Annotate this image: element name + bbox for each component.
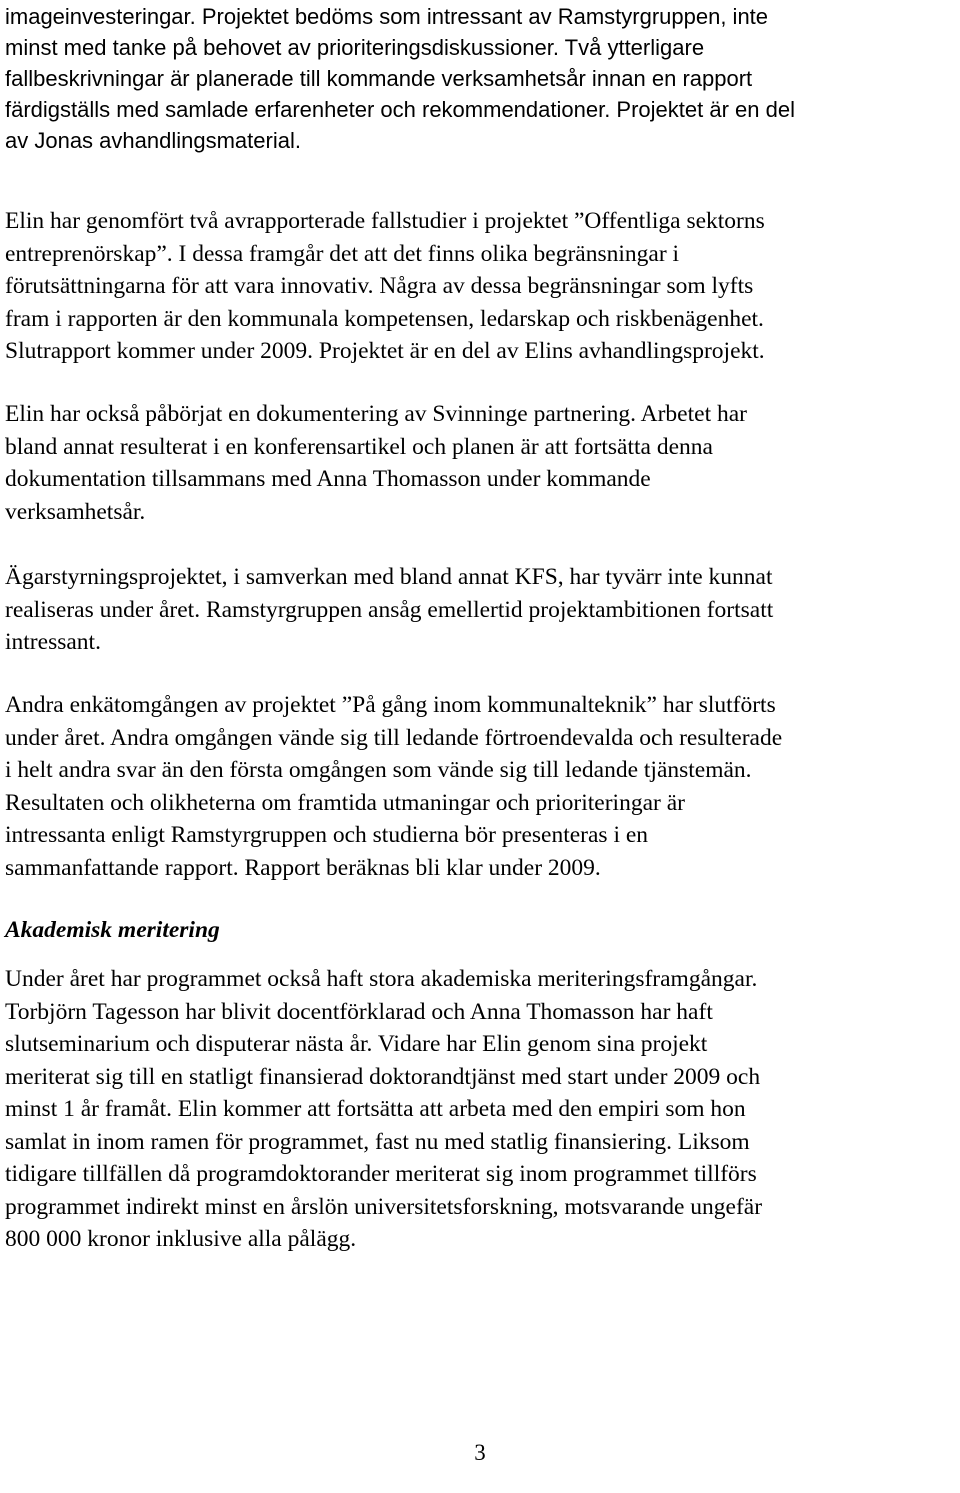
paragraph-line: Elin har också påbörjat en dokumentering av Svinninge partnering. Arbetet har — [5, 401, 747, 427]
paragraph-1 — [5, 1, 795, 156]
paragraph-line: verksamhetsår. — [5, 498, 146, 525]
paragraph-3 — [5, 398, 747, 528]
paragraph-line: samlat in inom ramen för programmet, fast nu med statlig finansiering. Liksom — [5, 1128, 750, 1155]
paragraph-5 — [5, 689, 782, 884]
paragraph-line: av Jonas avhandlingsmaterial. — [5, 128, 301, 153]
paragraph-line: entreprenörskap”. I dessa framgår det att det finns olika begränsningar i — [5, 240, 680, 267]
paragraph-line: tidigare tillfällen då programdoktorander meriterat sig inom programmet tillförs — [5, 1161, 757, 1187]
paragraph-4 — [5, 561, 773, 659]
paragraph-line: färdigställs med samlade erfarenheter och rekommendationer. Projektet är en del — [5, 97, 795, 122]
page-number: 3 — [474, 1440, 486, 1465]
paragraph-line: i helt andra svar än den första omgången som vände sig till ledande tjänstemän. — [5, 757, 752, 783]
paragraph-line: bland annat resulterat i en konferensartikel och planen är att fortsätta denna — [5, 433, 713, 460]
paragraph-line: meriterat sig till en statligt finansierad doktorandtjänst med start under 2009 och — [5, 1063, 761, 1090]
paragraph-line: Under året har programmet också haft stora akademiska meriteringsframgångar. — [5, 966, 758, 992]
paragraph-line: minst 1 år framåt. Elin kommer att fortsätta att arbeta med den empiri som hon — [5, 1096, 746, 1122]
paragraph-line: fram i rapporten är den kommunala kompetensen, ledarskap och riskbenägenhet. — [5, 305, 764, 332]
paragraph-line: 800 000 kronor inklusive alla pålägg. — [5, 1226, 357, 1252]
paragraph-line: Elin har genomfört två avrapporterade fallstudier i projektet ”Offentliga sektorns — [5, 208, 765, 234]
paragraph-line: fallbeskrivningar är planerade till kommande verksamhetsår innan en rapport — [5, 66, 753, 91]
section-heading: Akademisk meritering — [5, 917, 220, 943]
paragraph-line: programmet indirekt minst en årslön universitetsforskning, motsvarande ungefär — [5, 1193, 763, 1220]
paragraph-line: Ägarstyrningsprojektet, i samverkan med bland annat KFS, har tyvärr inte kunnat — [5, 564, 773, 590]
paragraph-line: realiseras under året. Ramstyrgruppen ansåg emellertid projektambitionen fortsatt — [5, 596, 774, 623]
paragraph-line: Torbjörn Tagesson har blivit docentförklarad och Anna Thomasson har haft — [5, 998, 713, 1025]
paragraph-line: Andra enkätomgången av projektet ”På gång inom kommunalteknik” har slutförts — [5, 692, 776, 718]
paragraph-line: Resultaten och olikheterna om framtida utmaningar och prioriteringar är — [5, 789, 685, 816]
paragraph-line: sammanfattande rapport. Rapport beräknas bli klar under 2009. — [5, 854, 601, 881]
paragraph-line: intressanta enligt Ramstyrgruppen och studierna bör presenteras i en — [5, 822, 649, 848]
paragraph-6 — [5, 963, 762, 1256]
paragraph-line: under året. Andra omgången vände sig till ledande förtroendevalda och resulterade — [5, 724, 783, 751]
paragraph-line: minst med tanke på behovet av prioriteringsdiskussioner. Två ytterligare — [5, 35, 705, 60]
paragraph-2 — [5, 205, 765, 368]
paragraph-line: slutseminarium och disputerar nästa år. Vidare har Elin genom sina projekt — [5, 1031, 708, 1057]
paragraph-line: dokumentation tillsammans med Anna Thomasson under kommande — [5, 466, 651, 492]
paragraph-line: imageinvesteringar. Projektet bedöms som intressant av Ramstyrgruppen, inte — [5, 4, 769, 29]
paragraph-line: intressant. — [5, 629, 101, 655]
paragraph-line: Slutrapport kommer under 2009. Projektet är en del av Elins avhandlingsprojekt. — [5, 338, 765, 364]
paragraph-line: förutsättningarna för att vara innovativ. Några av dessa begränsningar som lyfts — [5, 273, 754, 299]
